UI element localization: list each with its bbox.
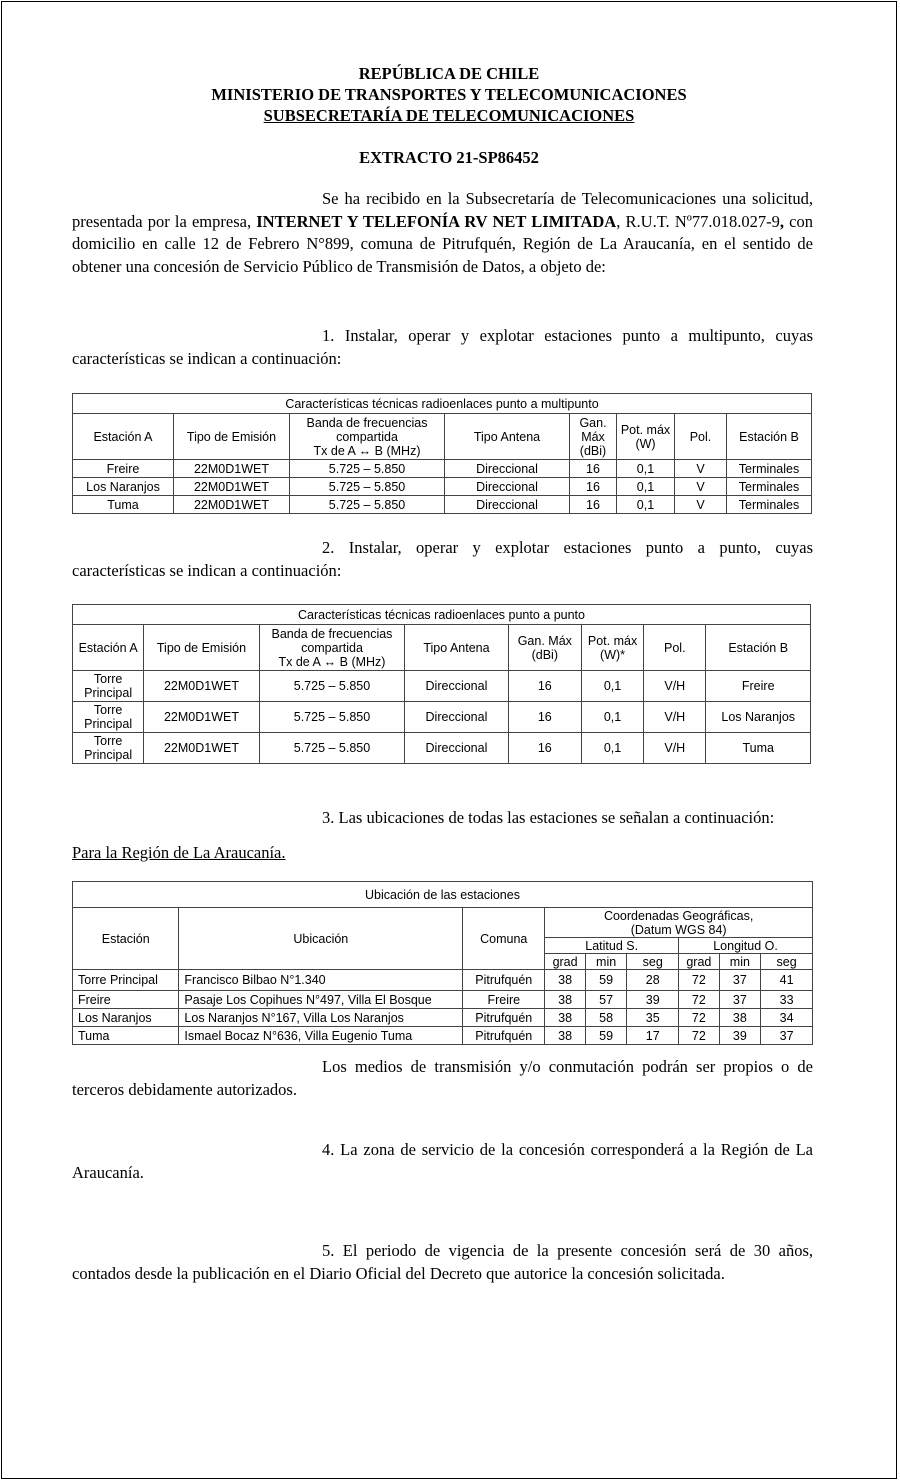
table-row: Los Naranjos Los Naranjos N°167, Villa Los Naranjos Pitrufquén 38 58 35 72 38 34: [73, 1009, 813, 1027]
table2-header: Tipo de Emisión: [144, 625, 259, 671]
table3-header: seg: [761, 954, 813, 970]
extracto-title: EXTRACTO 21-SP86452: [359, 148, 539, 167]
table-row: Los Naranjos 22M0D1WET 5.725 – 5.850 Direccional 16 0,1 V Terminales: [73, 478, 812, 496]
table3-title: Ubicación de las estaciones: [73, 882, 813, 908]
table2-header: Gan. Máx (dBi): [508, 625, 581, 671]
header-ministerio: MINISTERIO DE TRANSPORTES Y TELECOMUNICACIONES: [211, 85, 687, 104]
table3-header: Comuna: [463, 908, 545, 970]
table1-header: Tipo Antena: [445, 414, 570, 460]
table2-header: Pot. máx (W)*: [581, 625, 643, 671]
table3-header: Longitud O.: [679, 938, 813, 954]
table-row: Freire 22M0D1WET 5.725 – 5.850 Direccional 16 0,1 V Terminales: [73, 460, 812, 478]
table-punto-punto: [72, 604, 811, 764]
item-3: 3. Las ubicaciones de todas las estaciones se señalan a continuación:: [322, 808, 775, 827]
table3-header: seg: [627, 954, 679, 970]
header-republica: REPÚBLICA DE CHILE: [358, 64, 540, 83]
item-1: 1. Instalar, operar y explotar estaciones punto a multipunto, cuyas características se indican a continuación:: [72, 326, 813, 368]
table2-header: Estación A: [73, 625, 144, 671]
table3-header: grad: [679, 954, 720, 970]
table2-header: Estación B: [706, 625, 811, 671]
table-row: Tuma Ismael Bocaz N°636, Villa Eugenio Tuma Pitrufquén 38 59 17 72 39 37: [73, 1027, 813, 1045]
item-2: 2. Instalar, operar y explotar estaciones punto a punto, cuyas características se indican a continuación:: [72, 538, 813, 580]
table-punto-multipunto: [72, 393, 812, 514]
table3-header: Estación: [73, 908, 179, 970]
table2-header: Pol.: [644, 625, 706, 671]
table-row: Torre Principal 22M0D1WET 5.725 – 5.850 Direccional 16 0,1 V/H Tuma: [73, 733, 811, 764]
region-label: Para la Región de La Araucanía.: [72, 843, 286, 862]
table1-header: Pol.: [675, 414, 727, 460]
table-row: Tuma 22M0D1WET 5.725 – 5.850 Direccional 16 0,1 V Terminales: [73, 496, 812, 514]
table-row: Torre Principal 22M0D1WET 5.725 – 5.850 Direccional 16 0,1 V/H Freire: [73, 671, 811, 702]
table3-header: min: [719, 954, 761, 970]
table-row: Torre Principal 22M0D1WET 5.725 – 5.850 Direccional 16 0,1 V/H Los Naranjos: [73, 702, 811, 733]
table1-header: Estación B: [727, 414, 812, 460]
table1-header: Pot. máx (W): [617, 414, 675, 460]
table3-header: grad: [545, 954, 586, 970]
intro-paragraph: Se ha recibido en la Subsecretaría de Telecomunicaciones una solicitud, presentada por la empresa, INTERNET Y TELEFONÍA RV NET LIMITADA, R.U.T. Nº77.018.027-9, con domicilio en calle 12 de Febrero N°899, comuna de Pitrufquén, Región de La Araucanía, en el sentido de obtener una concesión de Servicio Público de Transmisión de Datos, a objeto de:: [72, 189, 813, 276]
table3-header: Ubicación: [179, 908, 463, 970]
table2-header: Tipo Antena: [405, 625, 508, 671]
table1-header: Estación A: [73, 414, 174, 460]
medios-paragraph: Los medios de transmisión y/o conmutación podrán ser propios o de terceros debidamente autorizados.: [72, 1057, 813, 1099]
table-row: Torre Principal Francisco Bilbao N°1.340 Pitrufquén 38 59 28 72 37 41: [73, 970, 813, 991]
table2-header: Banda de frecuencias compartida Tx de A ↔ B (MHz): [259, 625, 405, 671]
item-5: 5. El periodo de vigencia de la presente concesión será de 30 años, contados desde la publicación en el Diario Oficial del Decreto que autorice la concesión solicitada.: [72, 1241, 813, 1283]
table-row: Freire Pasaje Los Copihues N°497, Villa El Bosque Freire 38 57 39 72 37 33: [73, 991, 813, 1009]
table1-header: Tipo de Emisión: [174, 414, 290, 460]
table3-header: Latitud S.: [545, 938, 679, 954]
table3-header: Coordenadas Geográficas, (Datum WGS 84): [545, 908, 813, 938]
table1-header: Banda de frecuencias compartida Tx de A ↔ B (MHz): [290, 414, 445, 460]
company-name: INTERNET Y TELEFONÍA RV NET LIMITADA: [256, 211, 617, 231]
header-subsecretaria: SUBSECRETARÍA DE TELECOMUNICACIONES: [263, 106, 635, 125]
table-ubicacion: [72, 881, 813, 1045]
table1-header: Gan. Máx (dBi): [570, 414, 617, 460]
table3-header: min: [585, 954, 627, 970]
table2-title: Características técnicas radioenlaces punto a punto: [73, 605, 811, 625]
table1-title: Características técnicas radioenlaces punto a multipunto: [73, 394, 812, 414]
item-4: 4. La zona de servicio de la concesión corresponderá a la Región de La Araucanía.: [72, 1140, 813, 1182]
